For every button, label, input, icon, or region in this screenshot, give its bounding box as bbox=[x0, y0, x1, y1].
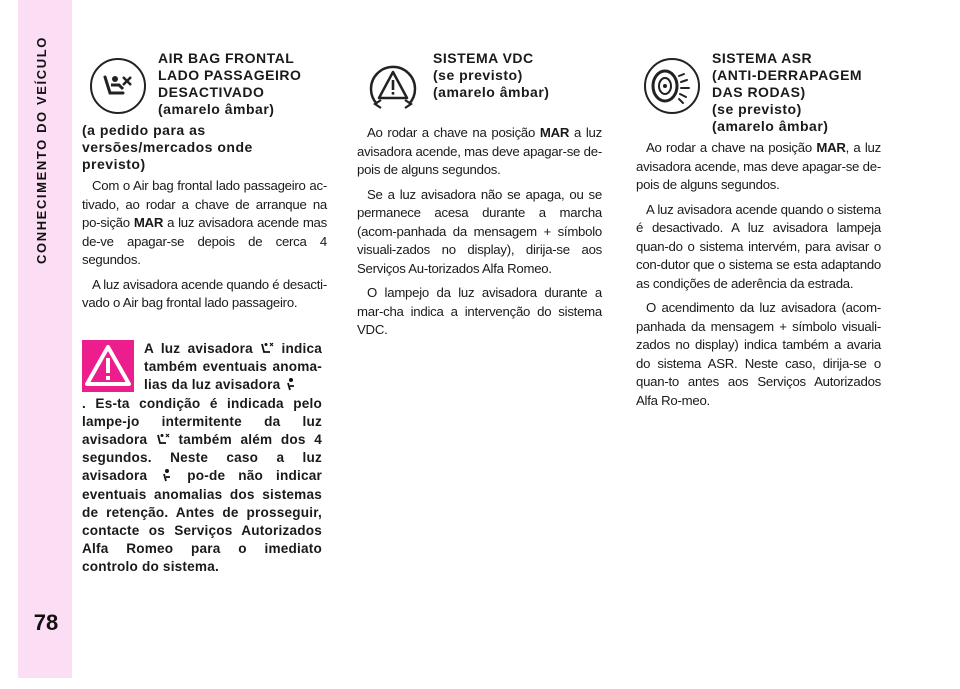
airbag-section bbox=[82, 50, 327, 319]
airbag-paragraph-1: Com o Air bag frontal lado passageiro ac-tivado, ao rodar a chave de arranque na po-sição MAR a luz avisadora acende mas de-ve apagar-se depois de cerca 4 segundos. bbox=[82, 178, 327, 267]
warning-text: A luz avisadora indica também eventuais anoma-lias da luz avisadora . Es-ta condição é indicada pelo lampe-jo intermitente da luz avisadora também além dos 4 segundos. Neste caso a luz avisadora po-de não indicar eventuais anomalias dos sistemas de retenção. Antes de prosseguir, contacte os Serviços Autorizados Alfa Romeo para o imediato controlo do sistema. bbox=[82, 341, 323, 575]
vdc-paragraph-1: Ao rodar a chave na posição MAR a luz avisadora acende, mas deve apagar-se de-pois de alguns segundos. bbox=[357, 125, 602, 177]
warning-note bbox=[82, 340, 322, 577]
airbag-paragraph-2: A luz avisadora acende quando é desacti-vado o Air bag frontal lado passageiro. bbox=[82, 276, 327, 310]
airbag-off-icon bbox=[90, 58, 146, 114]
vdc-warning-icon bbox=[365, 58, 421, 114]
warning-triangle-icon bbox=[82, 340, 134, 392]
airbag-off-icon bbox=[156, 432, 170, 446]
seat-occupant-icon bbox=[284, 377, 298, 391]
section-title: CONHECIMENTO DO VEÍCULO bbox=[34, 36, 49, 264]
airbag-subheading: (a pedido para as versões/mercados onde previsto) bbox=[82, 122, 253, 172]
seat-occupant-icon bbox=[160, 468, 174, 482]
asr-paragraph-3: O acendimento da luz avisadora (acom-panhada da mensagem + símbolo visuali-zados no display) indica também a avaria do sistema ASR. Neste caso, dirija-se o quan-to antes aos Serviços Autorizados Alfa Ro-meo. bbox=[636, 300, 881, 408]
airbag-header bbox=[82, 50, 327, 120]
vdc-heading: SISTEMA VDC (se previsto) (amarelo âmbar) bbox=[433, 50, 550, 100]
vdc-section bbox=[357, 50, 602, 346]
vdc-header bbox=[357, 50, 602, 120]
asr-section bbox=[636, 50, 881, 416]
vdc-paragraph-3: O lampejo da luz avisadora durante a mar-cha indica a intervenção do sistema VDC. bbox=[357, 285, 602, 337]
asr-paragraph-1: Ao rodar a chave na posição MAR, a luz avisadora acende, mas deve apagar-se de-pois de alguns segundos. bbox=[636, 140, 881, 192]
asr-paragraph-2: A luz avisadora acende quando o sistema é desactivado. A luz avisadora lampeja quan-do o sistema intervém, para avisar o con-dutor que o sistema se esta adaptando as condições de aderência da estrada. bbox=[636, 201, 881, 291]
asr-heading: SISTEMA ASR (ANTI-DERRAPAGEM DAS RODAS) (se previsto) (amarelo âmbar) bbox=[712, 50, 863, 134]
asr-header bbox=[636, 50, 881, 135]
airbag-heading: AIR BAG FRONTAL LADO PASSAGEIRO DESACTIVADO (amarelo âmbar) bbox=[158, 50, 302, 117]
vdc-paragraph-2: Se a luz avisadora não se apaga, ou se permanece acesa durante a marcha (acom-panhada da mensagem + símbolo visuali-zados no display), dirija-se aos Serviços Au-torizados Alfa Romeo. bbox=[357, 186, 602, 276]
asr-wheel-icon bbox=[644, 58, 700, 114]
page-number: 78 bbox=[33, 610, 59, 635]
airbag-off-icon bbox=[260, 341, 274, 355]
